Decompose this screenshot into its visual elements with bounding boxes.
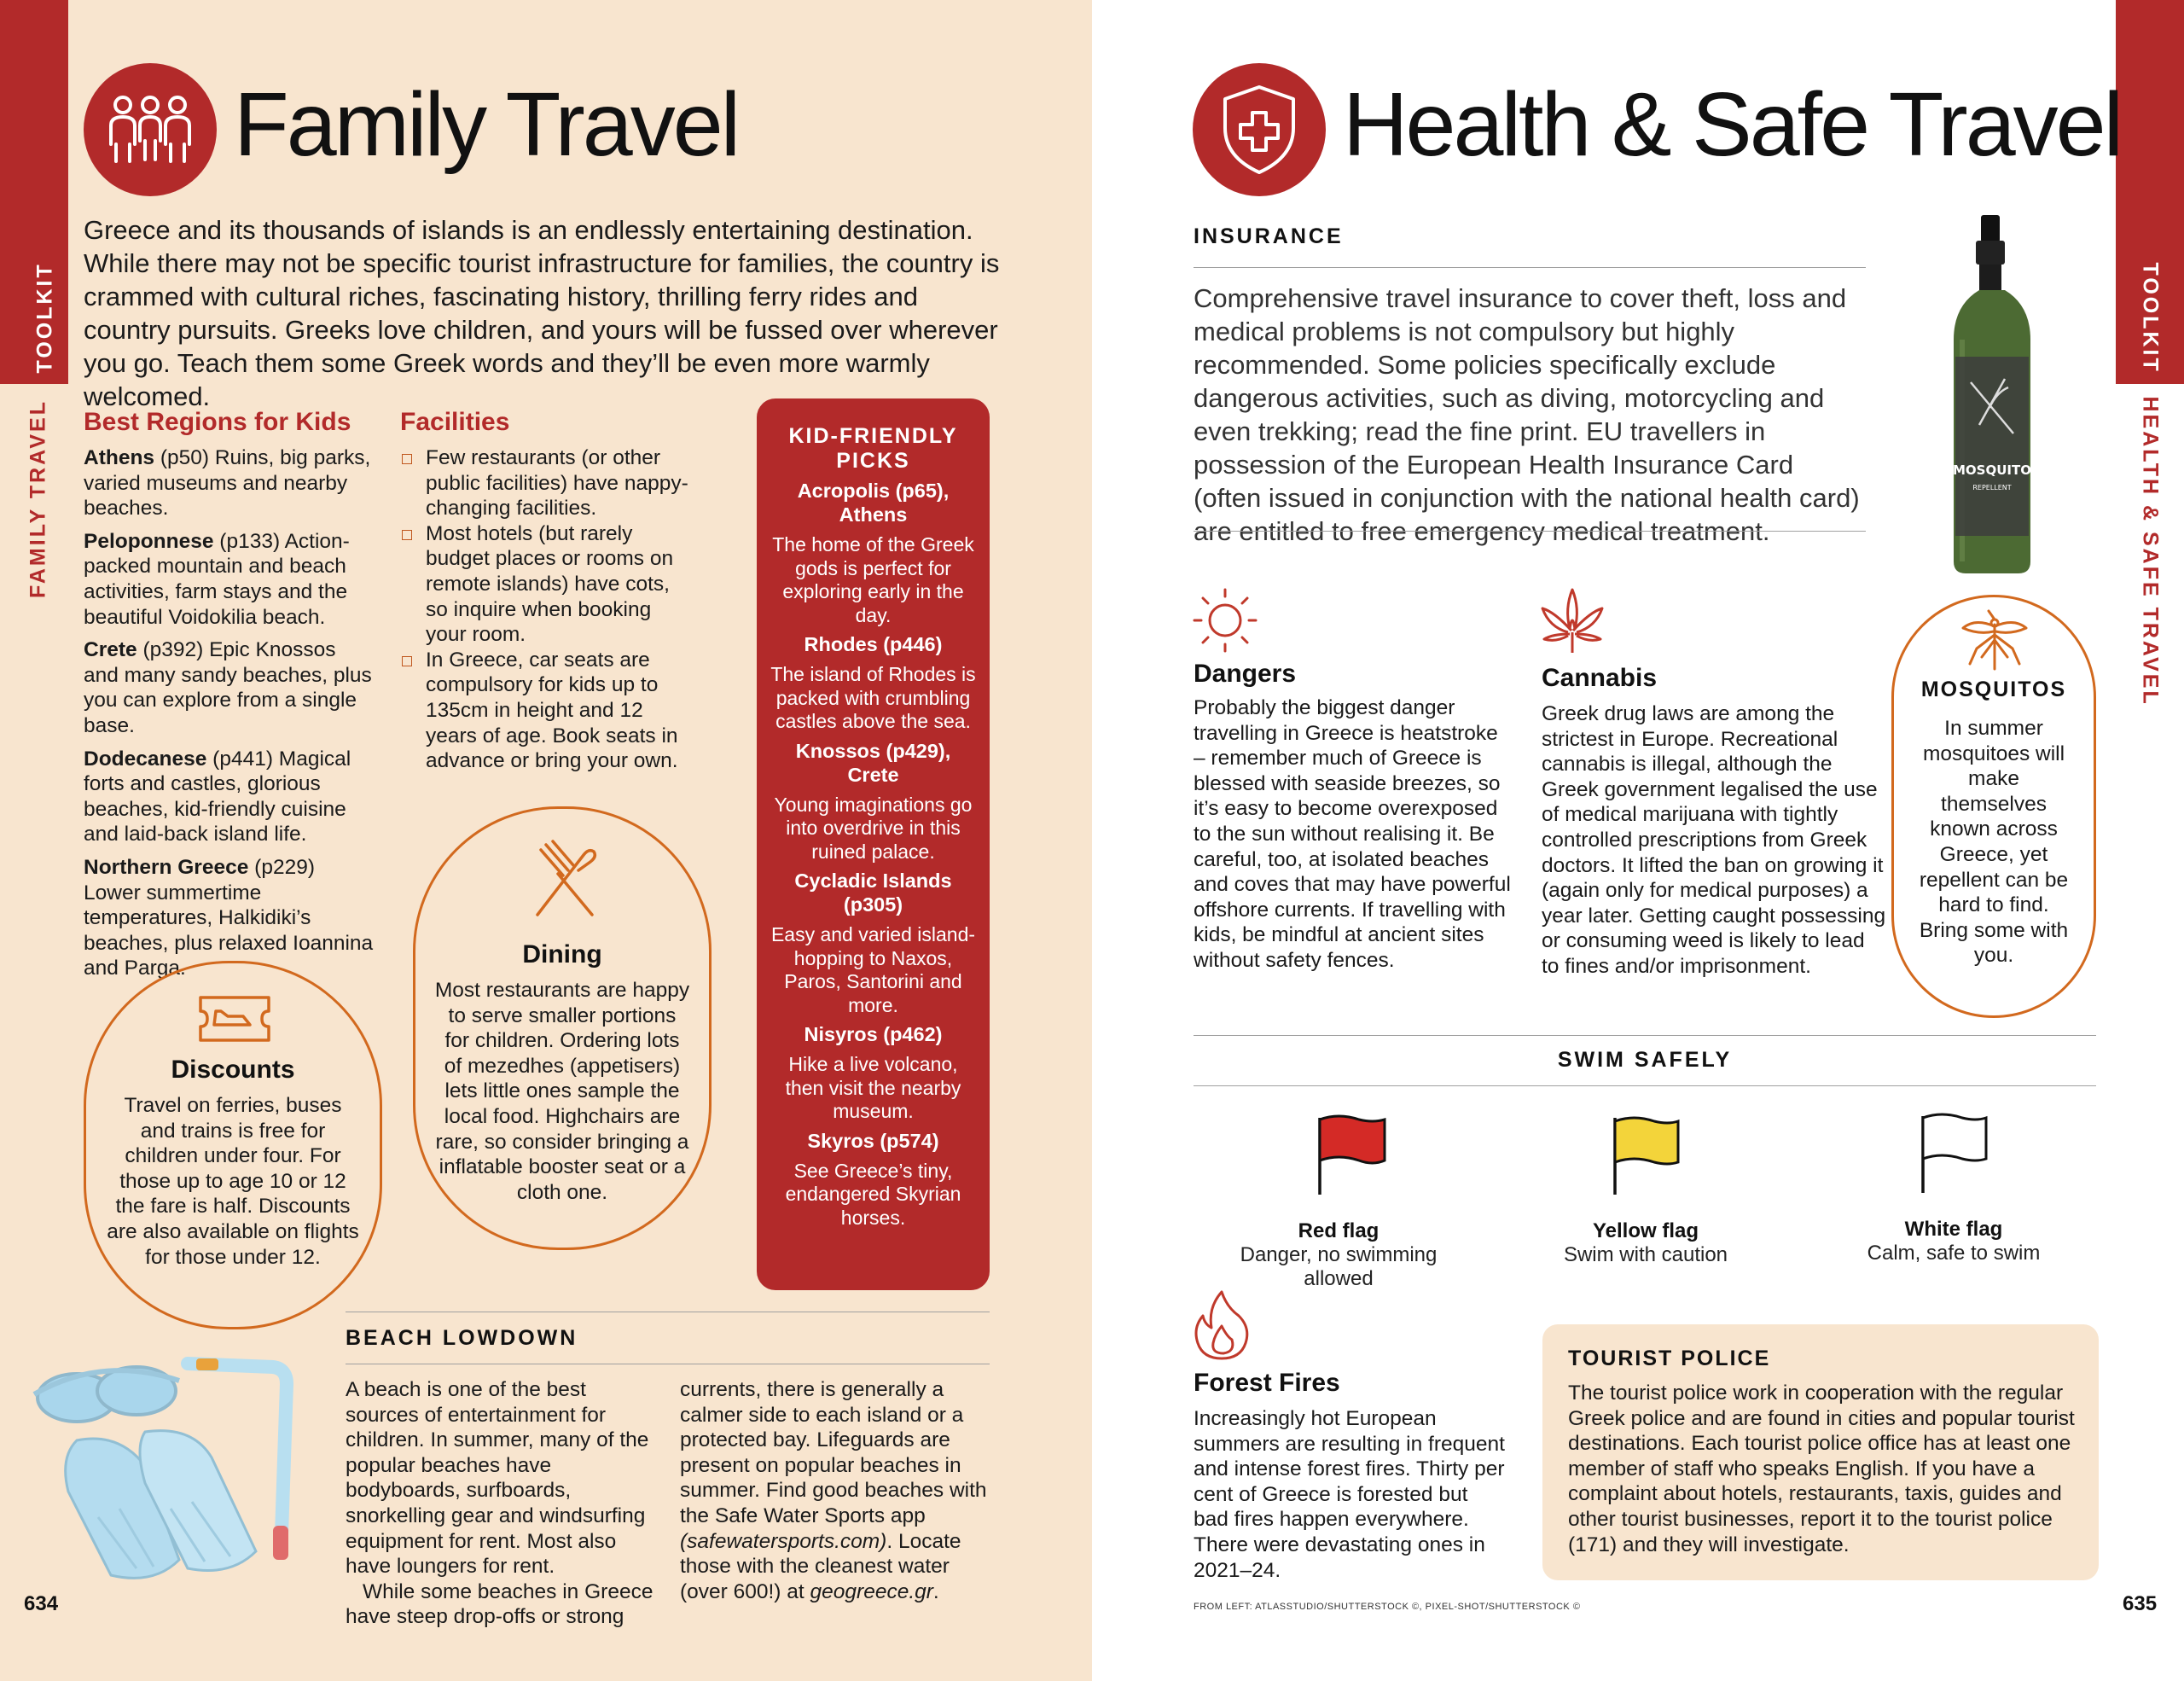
flag-desc: Calm, safe to swim bbox=[1867, 1242, 2041, 1265]
safewatersports-link[interactable]: (safewatersports.com) bbox=[680, 1529, 887, 1553]
fork-knife-icon bbox=[529, 836, 601, 922]
ticket-icon bbox=[195, 991, 274, 1047]
health-header-badge bbox=[1193, 63, 1326, 196]
discounts-title: Discounts bbox=[171, 1056, 295, 1084]
insurance-top-rule bbox=[1194, 267, 1866, 268]
insurance-bottom-rule bbox=[1194, 531, 1866, 532]
pick-desc: The home of the Greek gods is perfect for exploring early in the day. bbox=[772, 533, 974, 626]
flag-name: Yellow flag bbox=[1592, 1219, 1699, 1242]
page-title: Health & Safe Travel bbox=[1343, 74, 2122, 175]
facilities-list bbox=[400, 445, 697, 774]
pick-name: Rhodes (p446) bbox=[804, 633, 943, 655]
police-heading: TOURIST POLICE bbox=[1568, 1347, 1771, 1370]
mosquito-spray-image bbox=[1945, 212, 2039, 579]
yellow-flag-item bbox=[1518, 1109, 1774, 1267]
region-item: Northern Greece (p229) Lower summertime temperatures, Halkidiki’s beaches, plus relaxed Ioannina and Parga. bbox=[84, 855, 374, 980]
photo-credit: FROM LEFT: ATLASSTUDIO/SHUTTERSTOCK ©, PIXEL-SHOT/SHUTTERSTOCK © bbox=[1194, 1602, 1581, 1612]
pick-name: Acropolis (p65), Athens bbox=[797, 480, 950, 526]
region-item: Dodecanese (p441) Magical forts and castles, glorious beaches, kid-friendly cuisine and laid-back island life. bbox=[84, 747, 351, 846]
dangers-text: Probably the biggest danger travelling in Greece is heatstroke – remember much of Greece is blessed with seaside breezes, so it’s easy to become overexposed to the sun without realising it. Be careful, too, at isolated beaches and coves that may have powerful offshore currents. If travelling with kids, be mindful at ancient sites without safety fences. bbox=[1194, 696, 1511, 972]
flame-icon bbox=[1191, 1288, 1252, 1362]
left-strip-section: FAMILY TRAVEL bbox=[26, 399, 50, 599]
insurance-heading: INSURANCE bbox=[1194, 224, 1344, 248]
right-strip-toolkit: TOOLKIT bbox=[2138, 262, 2163, 374]
spray-label: MOSQUITO bbox=[1953, 462, 2031, 478]
geogreece-link[interactable]: geogreece.gr bbox=[810, 1579, 933, 1603]
right-strip-section: HEALTH & SAFE TRAVEL bbox=[2138, 396, 2163, 707]
flag-desc: Danger, no swimming allowed bbox=[1240, 1243, 1438, 1290]
red-flag-item bbox=[1211, 1109, 1467, 1291]
mosquitos-panel bbox=[1891, 595, 2096, 1018]
facility-item: Few restaurants (or other public facilities) have nappy-changing facilities. bbox=[400, 445, 697, 521]
facilities-heading: Facilities bbox=[400, 408, 510, 436]
kid-picks-box bbox=[757, 398, 990, 1290]
beach-heading: BEACH LOWDOWN bbox=[346, 1326, 578, 1350]
pick-desc: The island of Rhodes is packed with crumbling castles above the sea. bbox=[770, 663, 976, 732]
mask-shape bbox=[34, 1367, 179, 1422]
cannabis-leaf-icon bbox=[1539, 586, 1606, 654]
dangers-title: Dangers bbox=[1194, 660, 1297, 688]
regions-list bbox=[84, 445, 375, 981]
intro-paragraph: Greece and its thousands of islands is an endlessly entertaining destination. While there may not be specific tourist infrastructure for families, the country is crammed with cultural riches, fascinating history, thrilling ferry rides and country pursuits. Greeks love children, and yours will be fussed over wherever you go. Teach them some Greek words and they’ll be even more warmly welcomed. bbox=[84, 215, 1000, 411]
swim-top-rule bbox=[1194, 1035, 2096, 1036]
fires-text: Increasingly hot European summers are resulting in frequent and intense forest fires. Thirty per cent of Greece is forested but bad fires happen everywhere. There were devastating ones in 2021–24. bbox=[1194, 1407, 1505, 1582]
region-item: Athens (p50) Ruins, big parks, varied museums and nearby beaches. bbox=[84, 446, 371, 521]
mosquitos-title: MOSQUITOS bbox=[1920, 678, 2067, 701]
swim-heading: SWIM SAFELY bbox=[1557, 1048, 1733, 1072]
white-flag-icon bbox=[1826, 1109, 2082, 1203]
flag-desc: Swim with caution bbox=[1563, 1243, 1728, 1266]
family-header-badge bbox=[84, 63, 217, 196]
dining-text: Most restaurants are happy to serve smaller portions for children. Ordering lots of mezedhes (appetisers) lets little ones sample the local food. Highchairs are rare, so consider bringing a inflatable booster seat or a cloth one. bbox=[434, 979, 690, 1204]
cannabis-text: Greek drug laws are among the strictest in Europe. Recreational cannabis is illegal, although the Greek government legalised the use of medical marijuana with tightly controlled prescriptions from Greek doctors. It lifted the ban on growing it (again only for medical purposes) a year later. Getting caught possessing or consuming weed is likely to lead to fines and/or imprisonment. bbox=[1542, 702, 1886, 978]
mosquitos-text: In summer mosquitoes will make themselves known across Greece, yet repellent can be hard to find. Bring some with you. bbox=[1919, 717, 2069, 968]
pick-desc: See Greece’s tiny, endangered Skyrian horses. bbox=[785, 1159, 961, 1229]
red-flag-icon bbox=[1211, 1109, 1467, 1203]
left-strip-toolkit: TOOLKIT bbox=[32, 262, 57, 374]
page-number-right: 635 bbox=[2123, 1592, 2158, 1615]
facility-item: In Greece, car seats are compulsory for kids up to 135cm in height and 12 years of age. Book seats in advance or bring your own. bbox=[400, 648, 697, 774]
discounts-panel bbox=[84, 961, 382, 1329]
flag-name: White flag bbox=[1904, 1218, 2003, 1241]
white-flag-item bbox=[1826, 1109, 2082, 1265]
facility-item: Most hotels (but rarely budget places or rooms on remote islands) have cots, so inquire when booking your room. bbox=[400, 521, 697, 648]
pick-name: Cycladic Islands (p305) bbox=[794, 870, 952, 916]
pick-name: Nisyros (p462) bbox=[804, 1023, 943, 1045]
sun-icon bbox=[1191, 586, 1259, 654]
flag-name: Red flag bbox=[1298, 1219, 1380, 1242]
dining-panel bbox=[413, 806, 712, 1250]
police-text: The tourist police work in cooperation with the regular Greek police and are found in cities and popular tourist destinations. Each tourist police office has at least one member of staff who speaks English. If you have a complaint about hotels, restaurants, taxis, guides and other tourist businesses, report it to the tourist police (171) and they will investigate. bbox=[1568, 1381, 2075, 1556]
dining-title: Dining bbox=[522, 940, 602, 968]
beach-column-2: currents, there is generally a calmer side to each island or a protected bay. Lifeguards are present on popular beaches in summer. Find good beaches with the Safe Water Sports app (safewatersports.com). Locate those with the cleanest water (over 600!) at geogreece.gr. bbox=[680, 1378, 987, 1603]
page-title: Family Travel bbox=[234, 74, 739, 175]
region-item: Peloponnese (p133) Action-packed mountain and beach activities, farm stays and the beautiful Voidokilia beach. bbox=[84, 529, 350, 629]
pick-desc: Easy and varied island-hopping to Naxos, Paros, Santorini and more. bbox=[770, 923, 976, 1016]
pick-desc: Young imaginations go into overdrive in this ruined palace. bbox=[774, 793, 973, 863]
spray-sublabel: REPELLENT bbox=[1972, 484, 2012, 492]
discounts-text: Travel on ferries, buses and trains is free for children under four. For those up to age 10 or 12 the fare is half. Discounts are also available on flights for those under 12. bbox=[107, 1094, 359, 1269]
fires-title: Forest Fires bbox=[1194, 1369, 1340, 1397]
cannabis-title: Cannabis bbox=[1542, 664, 1658, 692]
family-icon bbox=[104, 93, 196, 166]
swim-under-rule bbox=[1194, 1085, 2096, 1086]
pick-name: Skyros (p574) bbox=[807, 1129, 939, 1152]
yellow-flag-icon bbox=[1518, 1109, 1774, 1203]
snorkel-fins-image bbox=[17, 1347, 299, 1594]
shield-cross-icon bbox=[1218, 84, 1300, 176]
regions-heading: Best Regions for Kids bbox=[84, 408, 351, 436]
pick-name: Knossos (p429), Crete bbox=[795, 739, 951, 786]
insurance-text: Comprehensive travel insurance to cover theft, loss and medical problems is not compulsory but highly recommended. Some policies specifically exclude dangerous activities, such as diving, motorcycling and even trekking; read the fine print. EU travellers in possession of the European Health Insurance Card (often issued in conjunction with the national health card) are entitled to free emergency medical treatment. bbox=[1194, 283, 1860, 546]
region-item: Crete (p392) Epic Knossos and many sandy beaches, plus you can explore from a single base. bbox=[84, 638, 372, 737]
beach-column-1: A beach is one of the best sources of entertainment for children. In summer, many of the popular beaches have bodyboards, surfboards, snorkelling gear and windsurfing equipment for rent. Most also have loungers for rent. While some beaches in Greece have steep drop-offs or strong bbox=[346, 1378, 653, 1629]
kid-picks-heading: KID-FRIENDLY PICKS bbox=[788, 424, 958, 473]
right-page bbox=[1092, 0, 2184, 1681]
tourist-police-box bbox=[1542, 1324, 2099, 1580]
page-number-left: 634 bbox=[24, 1592, 59, 1615]
pick-desc: Hike a live volcano, then visit the nearby museum. bbox=[785, 1053, 961, 1122]
mosquito-icon bbox=[1958, 609, 2031, 678]
